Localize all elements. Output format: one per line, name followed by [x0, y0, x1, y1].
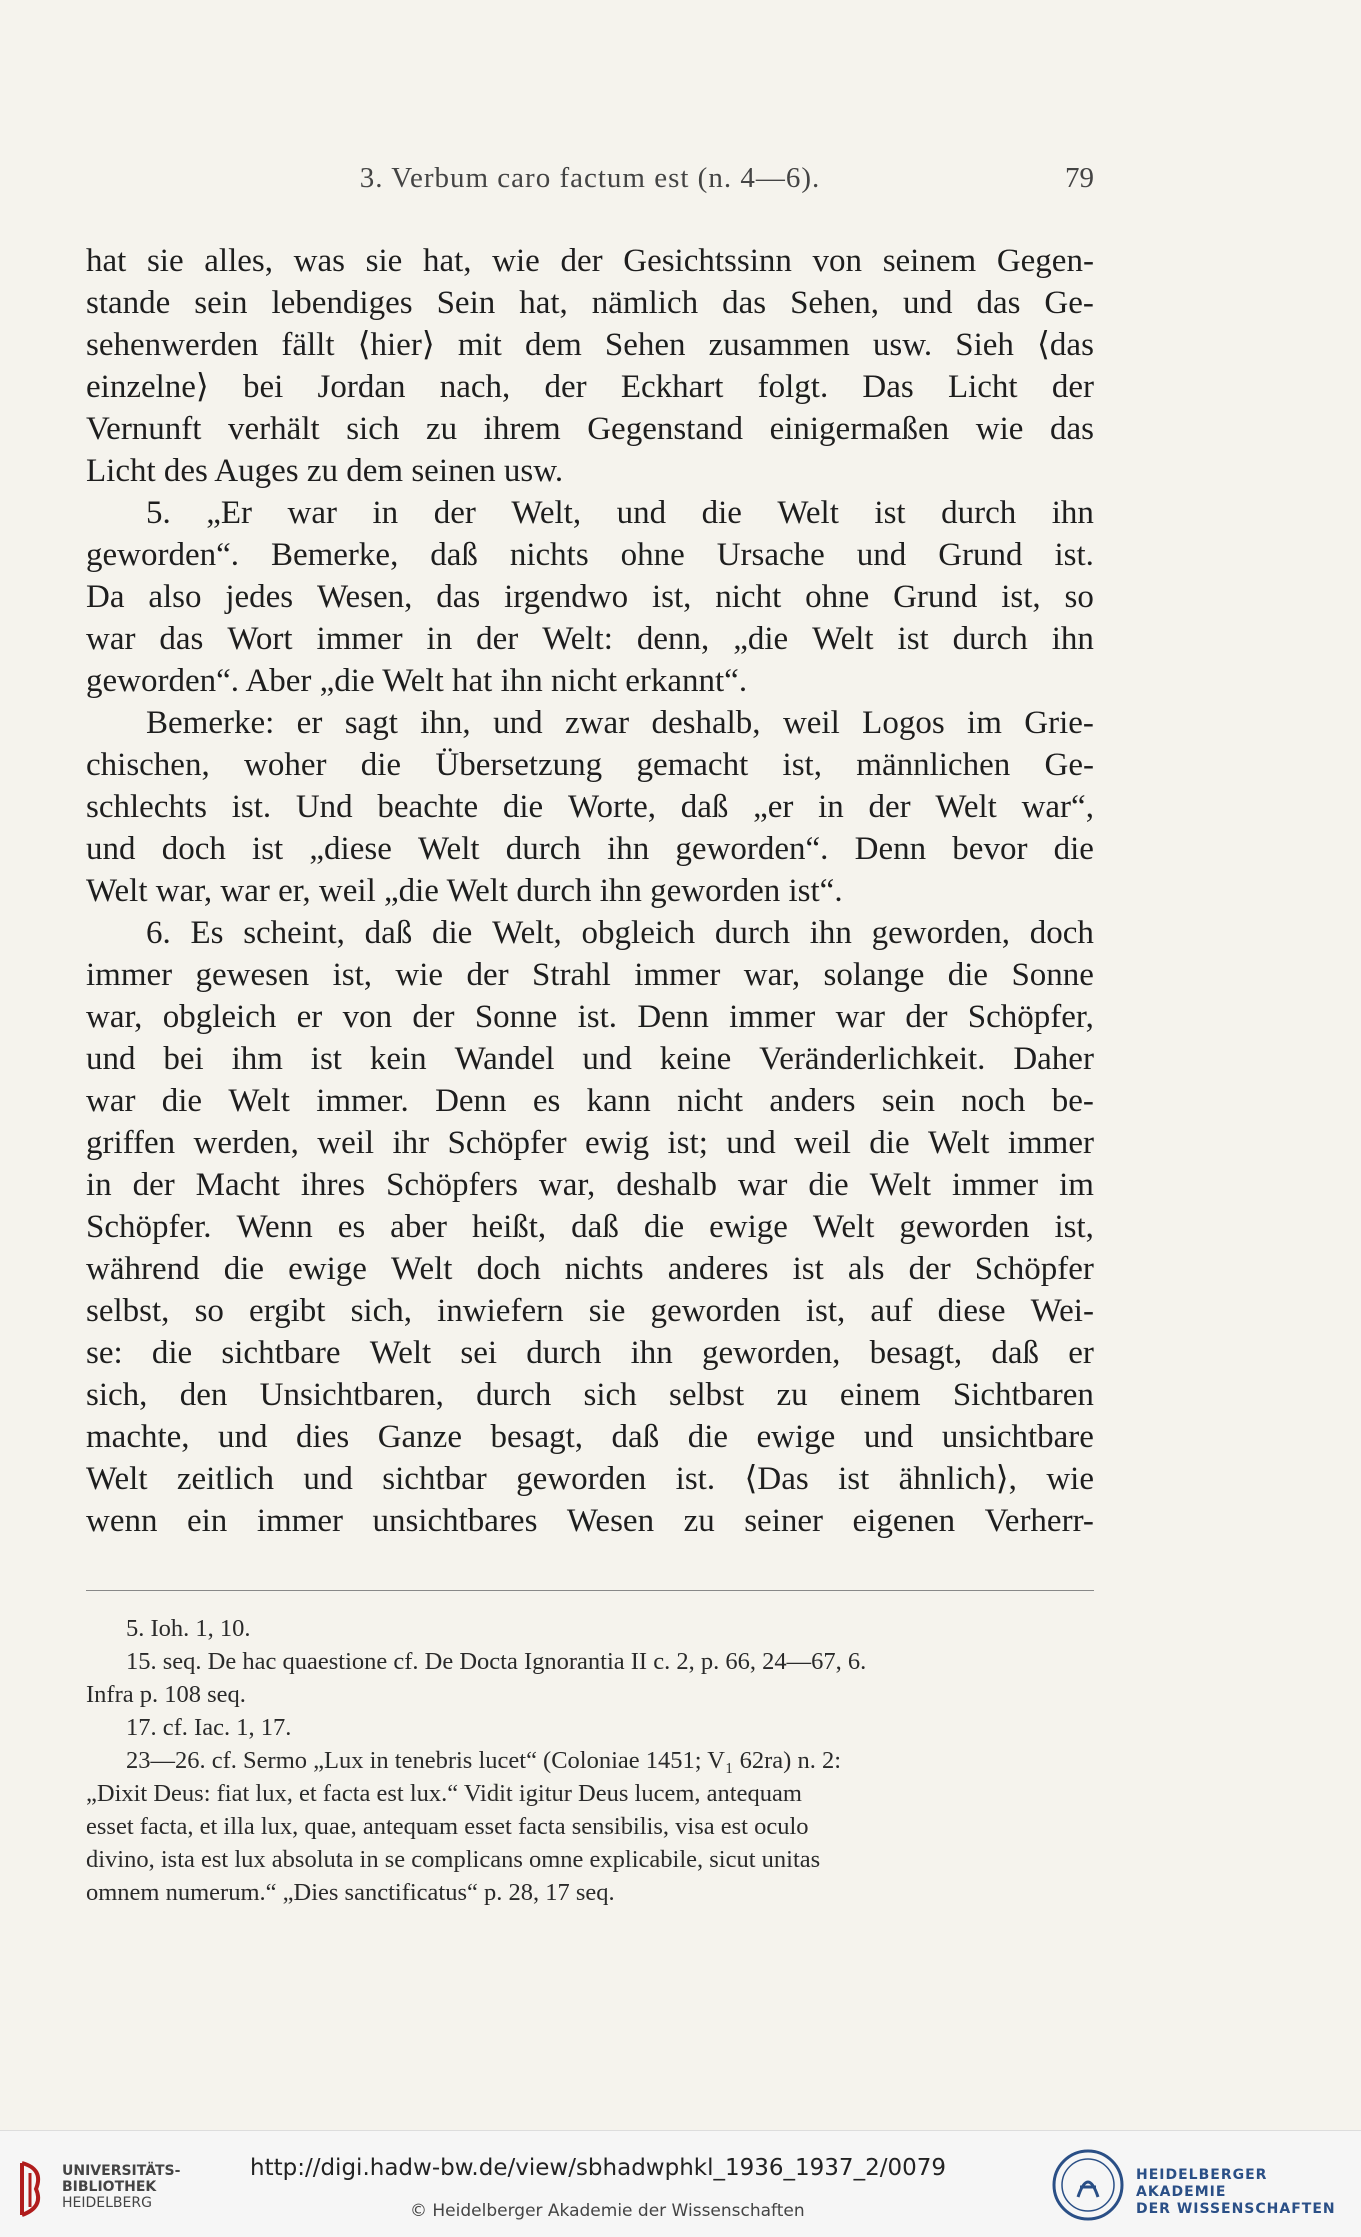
text-line: in der Macht ihres Schöpfers war, deshalb war die Welt immer im — [86, 1167, 1094, 1203]
text-line: geworden“. Bemerke, daß nichts ohne Ursache und Grund ist. — [86, 537, 1094, 573]
footnote-line: 5. Ioh. 1, 10. — [126, 1615, 251, 1642]
text-line: war, obgleich er von der Sonne ist. Denn immer war der Schöpfer, — [86, 999, 1094, 1035]
page-number: 79 — [1065, 162, 1094, 194]
text-line: während die ewige Welt doch nichts anderes ist als der Schöpfer — [86, 1251, 1094, 1287]
text-line: und doch ist „diese Welt durch ihn geworden“. Denn bevor die — [86, 831, 1094, 867]
footnote-line: divino, ista est lux absoluta in se complicans omne explicabile, sicut unitas — [86, 1846, 821, 1873]
library-logo[interactable] — [14, 2159, 181, 2219]
text-line: Da also jedes Wesen, das irgendwo ist, nicht ohne Grund ist, so — [86, 579, 1094, 615]
text-line: griffen werden, weil ihr Schöpfer ewig ist; und weil die Welt immer — [86, 1125, 1094, 1161]
text-line: einzelne⟩ bei Jordan nach, der Eckhart folgt. Das Licht der — [86, 369, 1094, 405]
text-line: geworden“. Aber „die Welt hat ihn nicht erkannt“. — [86, 663, 748, 699]
text-line: se: die sichtbare Welt sei durch ihn geworden, besagt, daß er — [86, 1335, 1094, 1371]
text-line: hat sie alles, was sie hat, wie der Gesichtssinn von seinem Gegen- — [86, 243, 1094, 279]
text-line: Welt zeitlich und sichtbar geworden ist. ⟨Das ist ähnlich⟩, wie — [86, 1461, 1094, 1497]
text-line: war das Wort immer in der Welt: denn, „die Welt ist durch ihn — [86, 621, 1094, 657]
text-line: sehenwerden fällt ⟨hier⟩ mit dem Sehen zusammen usw. Sieh ⟨das — [86, 327, 1094, 363]
footnote-line: omnem numerum.“ „Dies sanctificatus“ p. 28, 17 seq. — [86, 1879, 615, 1906]
footnote-line: esset facta, et illa lux, quae, antequam esset facta sensibilis, visa est oculo — [86, 1813, 809, 1840]
text-line: wenn ein immer unsichtbares Wesen zu seiner eigenen Verherr- — [86, 1503, 1094, 1539]
copyright-notice: © Heidelberger Akademie der Wissenschaften — [410, 2201, 805, 2221]
footnote-line: „Dixit Deus: fiat lux, et facta est lux.“ Vidit igitur Deus lucem, antequam — [86, 1780, 802, 1807]
text-line: Vernunft verhält sich zu ihrem Gegenstand einigermaßen wie das — [86, 411, 1094, 447]
text-line: schlechts ist. Und beachte die Worte, daß „er in der Welt war“, — [86, 789, 1094, 825]
text-line: immer gewesen ist, wie der Strahl immer war, solange die Sonne — [86, 957, 1094, 993]
footnote-line: 17. cf. Iac. 1, 17. — [126, 1714, 292, 1741]
text-line: chischen, woher die Übersetzung gemacht ist, männlichen Ge- — [86, 747, 1094, 783]
text-line: 5. „Er war in der Welt, und die Welt ist durch ihn — [146, 495, 1094, 531]
text-line: selbst, so ergibt sich, inwiefern sie geworden ist, auf diese Wei- — [86, 1293, 1094, 1329]
text-line: machte, und dies Ganze besagt, daß die ewige und unsichtbare — [86, 1419, 1094, 1455]
text-line: Welt war, war er, weil „die Welt durch ihn geworden ist“. — [86, 873, 843, 909]
footnotes — [86, 1612, 1094, 1909]
text-line: war die Welt immer. Denn es kann nicht anders sein noch be- — [86, 1083, 1094, 1119]
footnote-line: Infra p. 108 seq. — [86, 1681, 246, 1708]
library-emblem-icon — [14, 2159, 54, 2219]
running-header — [86, 162, 1094, 202]
library-name: UNIVERSITÄTS- BIBLIOTHEK HEIDELBERG — [62, 2163, 181, 2211]
footnote-divider — [86, 1590, 1094, 1591]
text-line: Schöpfer. Wenn es aber heißt, daß die ewige Welt geworden ist, — [86, 1209, 1094, 1245]
text-line: Licht des Auges zu dem seinen usw. — [86, 453, 564, 489]
viewer-footer — [0, 2130, 1361, 2237]
academy-seal-icon[interactable] — [1050, 2147, 1126, 2223]
academy-name: HEIDELBERGER AKADEMIE DER WISSENSCHAFTEN — [1136, 2167, 1336, 2217]
main-text — [86, 240, 1094, 1542]
permalink-url[interactable]: http://digi.hadw-bw.de/view/sbhadwphkl_1936_1937_2/0079 — [250, 2155, 946, 2181]
text-line: 6. Es scheint, daß die Welt, obgleich durch ihn geworden, doch — [146, 915, 1094, 951]
footnote-line: 15. seq. De hac quaestione cf. De Docta Ignorantia II c. 2, p. 66, 24—67, 6. — [126, 1648, 867, 1675]
text-line: sich, den Unsichtbaren, durch sich selbst zu einem Sichtbaren — [86, 1377, 1094, 1413]
text-line: stande sein lebendiges Sein hat, nämlich das Sehen, und das Ge- — [86, 285, 1094, 321]
text-line: und bei ihm ist kein Wandel und keine Veränderlichkeit. Daher — [86, 1041, 1094, 1077]
running-title: 3. Verbum caro factum est (n. 4—6). — [359, 162, 821, 194]
footnote-line: 23—26. cf. Sermo „Lux in tenebris lucet“ (Coloniae 1451; V₁ 62ra) n. 2: — [126, 1747, 842, 1774]
text-line: Bemerke: er sagt ihn, und zwar deshalb, weil Logos im Grie- — [146, 705, 1094, 741]
